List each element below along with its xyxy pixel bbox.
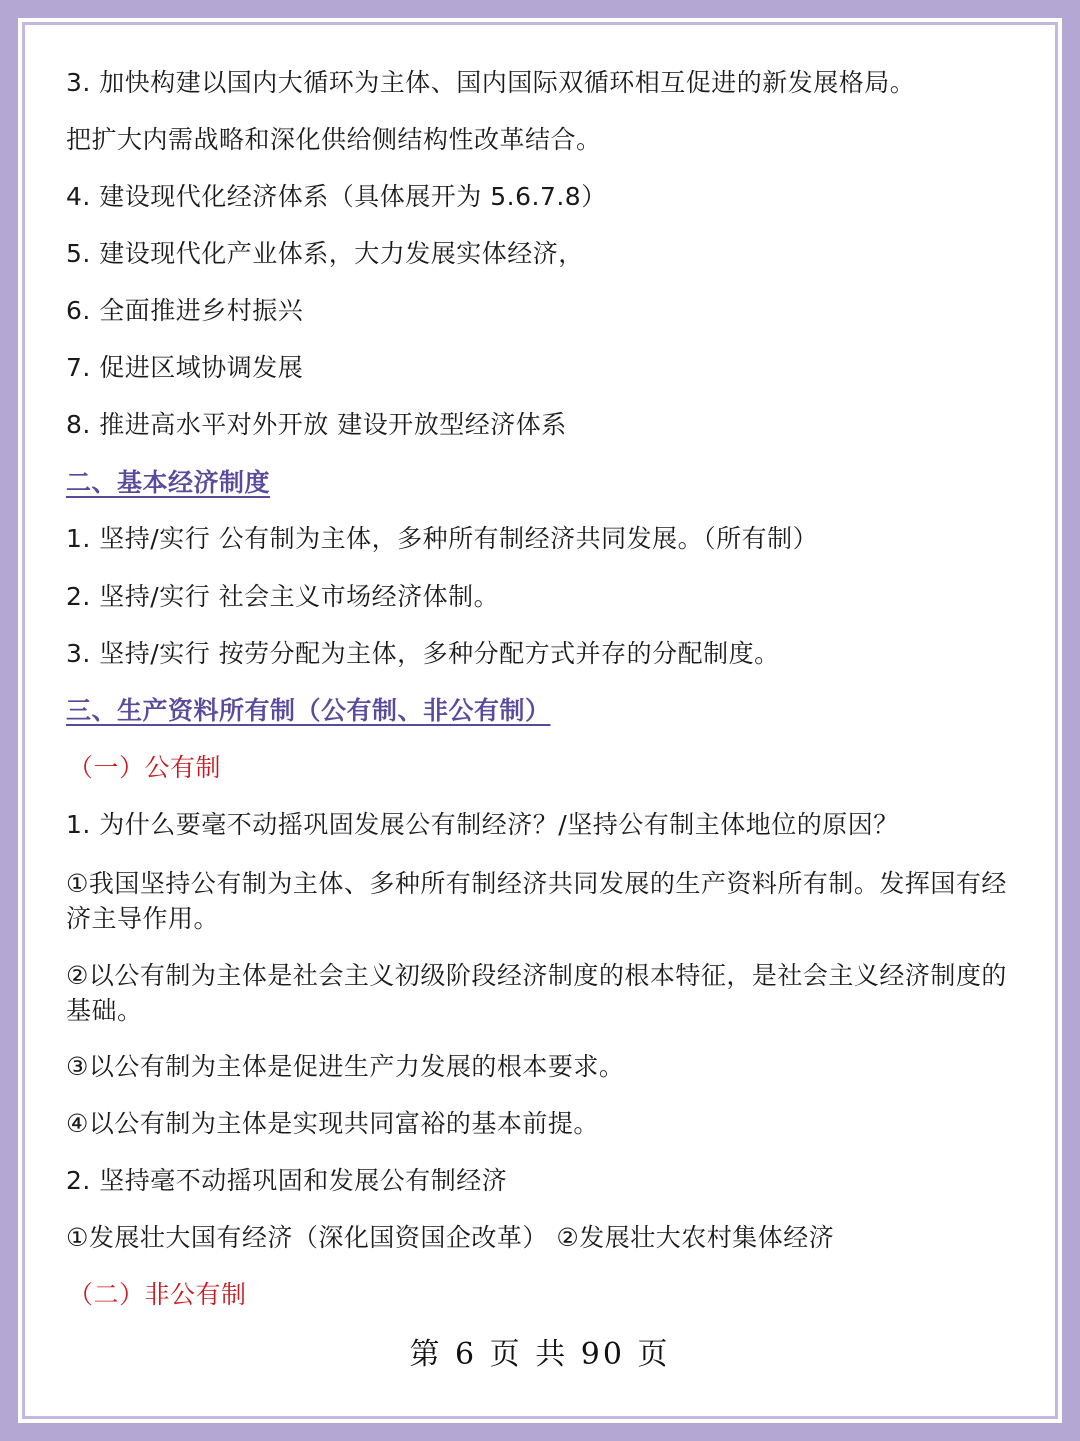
subheading-public-ownership: （一）公有制 <box>68 753 222 782</box>
list-item: 3. 加快构建以国内大循环为主体、国内国际双循环相互促进的新发展格局。 <box>66 68 916 97</box>
reason-paragraph: ③以公有制为主体是促进生产力发展的根本要求。 <box>66 1052 625 1081</box>
list-item: 2. 坚持/实行 社会主义市场经济体制。 <box>66 582 500 611</box>
page-number: 第 6 页 共 90 页 <box>409 1337 671 1372</box>
subheading-non-public-ownership: （二）非公有制 <box>68 1280 247 1309</box>
list-item: 4. 建设现代化经济体系（具体展开为 5.6.7.8） <box>66 182 607 211</box>
list-item: 把扩大内需战略和深化供给侧结构性改革结合。 <box>66 125 602 154</box>
section-heading-ownership: 三、生产资料所有制（公有制、非公有制） <box>66 696 551 725</box>
question-text: 2. 坚持毫不动摇巩固和发展公有制经济 <box>66 1166 508 1195</box>
section-heading-basic-economic-system: 二、基本经济制度 <box>66 468 271 497</box>
detail-text: ①发展壮大国有经济（深化国资国企改革） ②发展壮大农村集体经济 <box>66 1223 835 1252</box>
reason-paragraph: ④以公有制为主体是实现共同富裕的基本前提。 <box>66 1109 599 1138</box>
reason-paragraph: ①我国坚持公有制为主体、多种所有制经济共同发展的生产资料所有制。发挥国有经济主导作用。 <box>66 869 1007 933</box>
list-item: 7. 促进区域协调发展 <box>66 353 304 382</box>
list-item: 3. 坚持/实行 按劳分配为主体，多种分配方式并存的分配制度。 <box>66 639 780 668</box>
reason-paragraph: ②以公有制为主体是社会主义初级阶段经济制度的根本特征，是社会主义经济制度的基础。 <box>66 961 1007 1025</box>
list-item: 6. 全面推进乡村振兴 <box>66 296 304 325</box>
list-item: 1. 坚持/实行 公有制为主体，多种所有制经济共同发展。（所有制） <box>66 524 819 553</box>
list-item: 8. 推进高水平对外开放 建设开放型经济体系 <box>66 410 567 439</box>
list-item: 5. 建设现代化产业体系，大力发展实体经济， <box>66 239 584 268</box>
question-text: 1. 为什么要毫不动摇巩固发展公有制经济？/坚持公有制主体地位的原因？ <box>66 810 899 839</box>
